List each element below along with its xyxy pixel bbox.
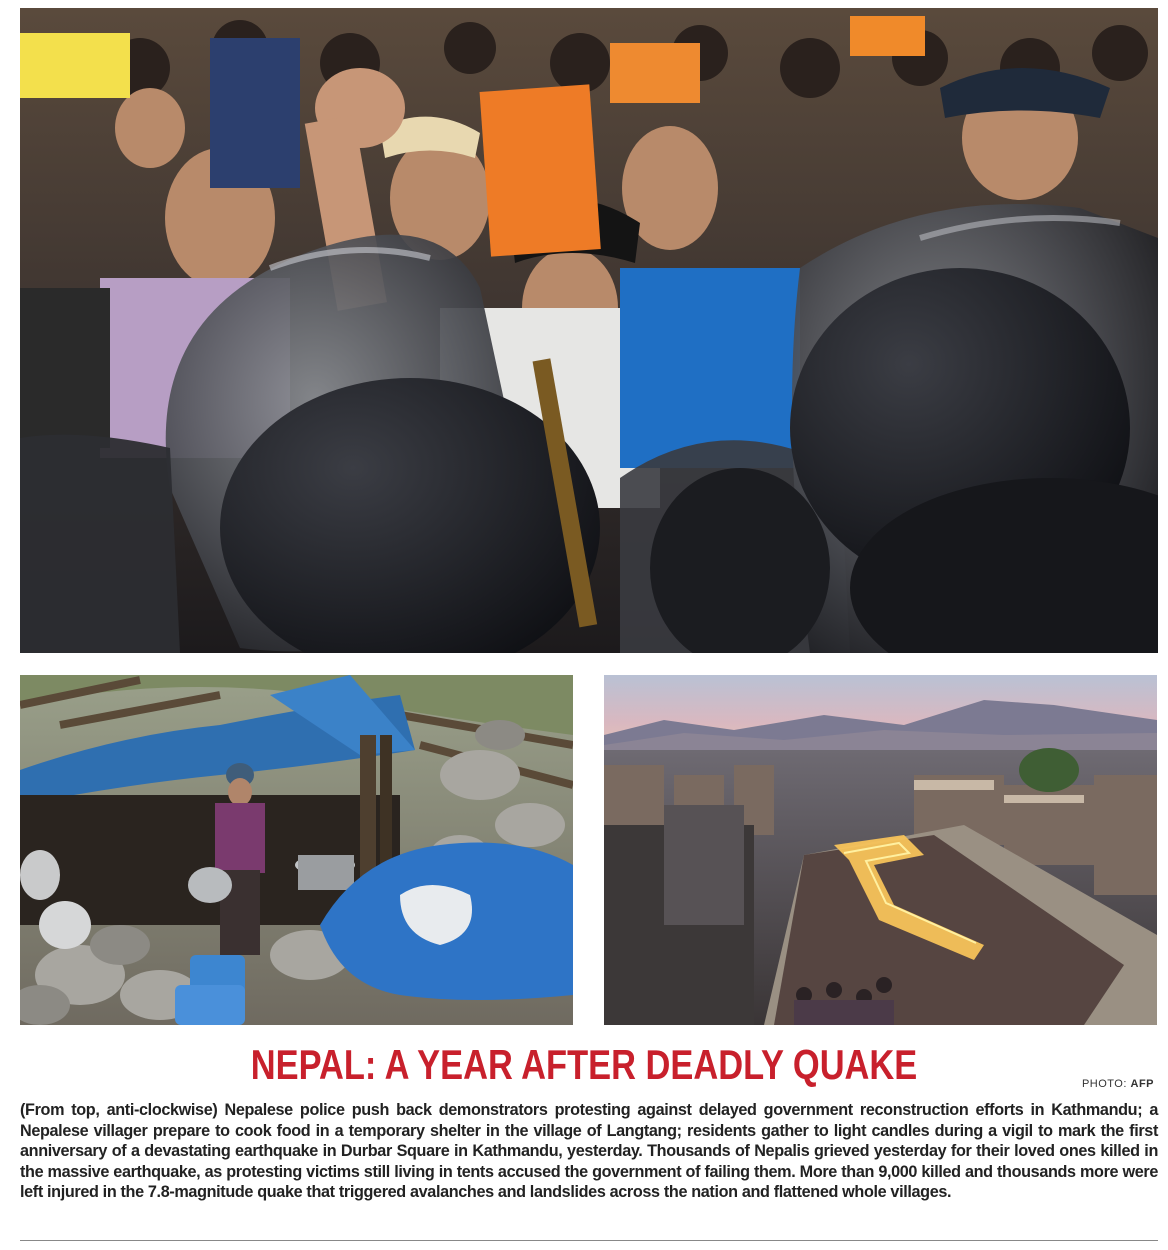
photo-credit-agency: AFP	[1130, 1078, 1154, 1090]
photo-protest	[20, 8, 1158, 653]
bottom-rule	[20, 1240, 1158, 1241]
photo-shelter	[20, 675, 573, 1025]
photo-vigil	[604, 675, 1157, 1025]
photo-credit	[1082, 1078, 1154, 1090]
headline: NEPAL: A YEAR AFTER DEADLY QUAKE	[250, 1041, 918, 1088]
photo-credit-label: PHOTO:	[1081, 1078, 1127, 1090]
caption: (From top, anti-clockwise) Nepalese police push back demonstrators protesting against delayed government reconstruction efforts in Kathmandu; a Nepalese villager prepare to cook food in a temporary shelter in the village of Langtang; residents gather to light candles during a vigil to mark the first anniversary of a devastating earthquake in Durbar Square in Kathmandu, yesterday. Thousands of Nepalis grieved yesterday for their loved ones killed in the massive earthquake, as protesting victims still living in tents accused the government of failing them. More than 9,000 killed and thousands more were left injured in the 7.8-magnitude quake that triggered avalanches and landslides across the nation and flattened whole villages.	[20, 1101, 1158, 1201]
